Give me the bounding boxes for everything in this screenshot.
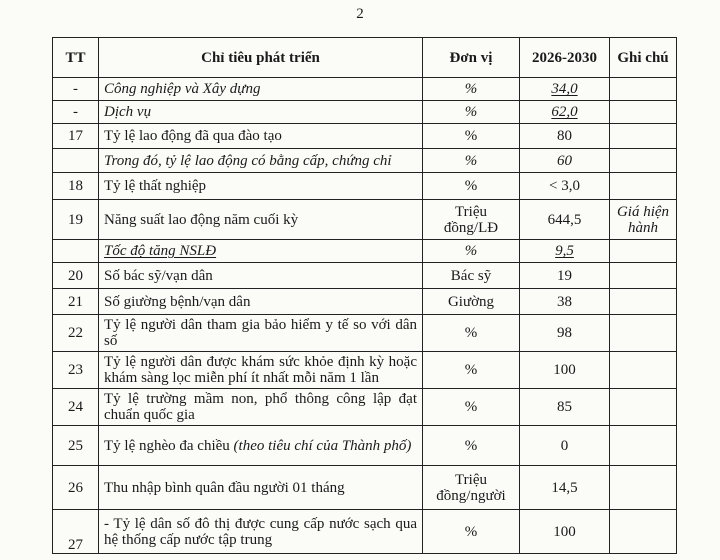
row-note xyxy=(610,466,677,510)
row-value: 62,0 xyxy=(520,101,610,124)
row-value: 100 xyxy=(520,352,610,389)
row-unit: % xyxy=(423,426,520,466)
row-note xyxy=(610,315,677,352)
row-value: 98 xyxy=(520,315,610,352)
row-tt: 20 xyxy=(53,263,99,289)
row-value: 38 xyxy=(520,289,610,315)
header-unit: Đơn vị xyxy=(423,38,520,78)
row-unit: Triệu đồng/LĐ xyxy=(423,200,520,240)
row-indicator: Tỷ lệ lao động đã qua đào tạo xyxy=(99,124,423,149)
row-note xyxy=(610,240,677,263)
row-unit: Giường xyxy=(423,289,520,315)
row-unit: % xyxy=(423,315,520,352)
table-row xyxy=(53,315,677,352)
row-indicator: Số bác sỹ/vạn dân xyxy=(99,263,423,289)
row-tt: 22 xyxy=(53,315,99,352)
row-indicator: Tỷ lệ thất nghiệp xyxy=(99,173,423,200)
page-number: 2 xyxy=(356,6,364,22)
row-note xyxy=(610,426,677,466)
row-tt: 18 xyxy=(53,173,99,200)
header-note: Ghi chú xyxy=(610,38,677,78)
row-indicator: Trong đó, tỷ lệ lao động có bằng cấp, chứng chỉ xyxy=(99,149,423,173)
row-unit: % xyxy=(423,510,520,554)
row-indicator: Tốc độ tăng NSLĐ xyxy=(99,240,423,263)
row-indicator: Thu nhập bình quân đầu người 01 tháng xyxy=(99,466,423,510)
row-tt: 21 xyxy=(53,289,99,315)
row-indicator: Tỷ lệ người dân tham gia bảo hiểm y tế so với dân số xyxy=(99,315,423,352)
row-note xyxy=(610,124,677,149)
row-value: < 3,0 xyxy=(520,173,610,200)
row-value: 0 xyxy=(520,426,610,466)
row-tt: 17 xyxy=(53,124,99,149)
row-tt xyxy=(53,149,99,173)
row-unit: % xyxy=(423,101,520,124)
table-row xyxy=(53,389,677,426)
table-row xyxy=(53,173,677,200)
table-row xyxy=(53,200,677,240)
row-value: 34,0 xyxy=(520,78,610,101)
row-indicator: Dịch vụ xyxy=(99,101,423,124)
row-indicator: - Tỷ lệ dân số đô thị được cung cấp nước sạch qua hệ thống cấp nước tập trung xyxy=(99,510,423,554)
row-value: 14,5 xyxy=(520,466,610,510)
indicator-note: (theo tiêu chí của Thành phố) xyxy=(233,437,412,454)
indicators-table xyxy=(52,37,677,554)
row-tt: 26 xyxy=(53,466,99,510)
row-value: 100 xyxy=(520,510,610,554)
table-row xyxy=(53,263,677,289)
row-note xyxy=(610,263,677,289)
table-row xyxy=(53,466,677,510)
row-value: 85 xyxy=(520,389,610,426)
row-indicator: Năng suất lao động năm cuối kỳ xyxy=(99,200,423,240)
table-row xyxy=(53,149,677,173)
row-note xyxy=(610,149,677,173)
table-row xyxy=(53,124,677,149)
header-period: 2026-2030 xyxy=(520,38,610,78)
header-tt: TT xyxy=(53,38,99,78)
row-note xyxy=(610,389,677,426)
row-value: 80 xyxy=(520,124,610,149)
row-unit: % xyxy=(423,389,520,426)
row-tt: 25 xyxy=(53,426,99,466)
row-unit: % xyxy=(423,149,520,173)
row-note xyxy=(610,289,677,315)
row-indicator: Tỷ lệ người dân được khám sức khỏe định kỳ hoặc khám sàng lọc miễn phí ít nhất mỗi năm 1 lần xyxy=(99,352,423,389)
row-tt: 23 xyxy=(53,352,99,389)
table-row xyxy=(53,289,677,315)
row-tt: 19 xyxy=(53,200,99,240)
row-unit: % xyxy=(423,352,520,389)
row-indicator: Số giường bệnh/vạn dân xyxy=(99,289,423,315)
row-unit: Triệu đồng/người xyxy=(423,466,520,510)
table-row xyxy=(53,101,677,124)
row-note xyxy=(610,78,677,101)
table-row xyxy=(53,240,677,263)
row-value: 60 xyxy=(520,149,610,173)
row-unit: Bác sỹ xyxy=(423,263,520,289)
row-note xyxy=(610,510,677,554)
row-note xyxy=(610,101,677,124)
row-tt xyxy=(53,240,99,263)
row-unit: % xyxy=(423,240,520,263)
row-indicator: Tỷ lệ trường mầm non, phổ thông công lập đạt chuẩn quốc gia xyxy=(99,389,423,426)
table-row xyxy=(53,352,677,389)
row-tt: - xyxy=(53,78,99,101)
row-indicator: Công nghiệp và Xây dựng xyxy=(99,78,423,101)
header-indicator: Chỉ tiêu phát triển xyxy=(99,38,423,78)
table-row xyxy=(53,78,677,101)
row-tt: - xyxy=(53,101,99,124)
table-row xyxy=(53,426,677,466)
row-value: 9,5 xyxy=(520,240,610,263)
row-tt: 27 xyxy=(53,510,99,554)
table-header-row xyxy=(53,38,677,78)
row-note xyxy=(610,173,677,200)
row-value: 19 xyxy=(520,263,610,289)
row-unit: % xyxy=(423,78,520,101)
table-row xyxy=(53,510,677,554)
row-note xyxy=(610,352,677,389)
row-unit: % xyxy=(423,173,520,200)
row-tt: 24 xyxy=(53,389,99,426)
row-unit: % xyxy=(423,124,520,149)
row-value: 644,5 xyxy=(520,200,610,240)
row-note: Giá hiện hành xyxy=(610,200,677,240)
row-indicator: Tỷ lệ nghèo đa chiều (theo tiêu chí của Thành phố) xyxy=(99,426,423,466)
